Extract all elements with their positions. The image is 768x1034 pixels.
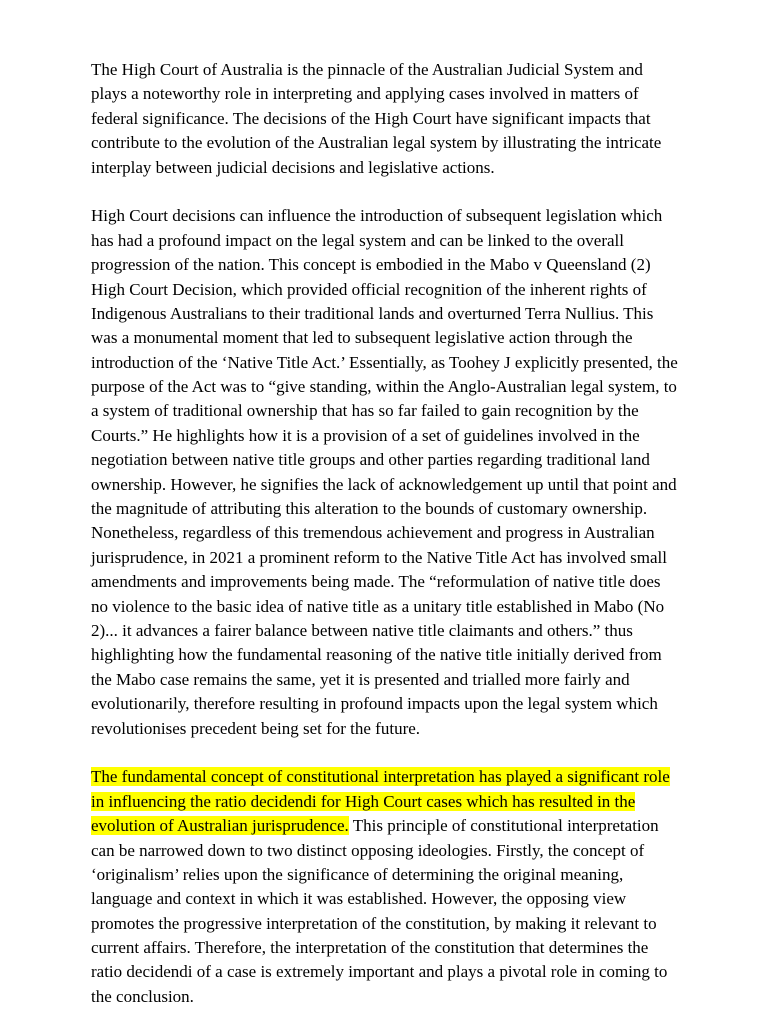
text-line: Indigenous Australians to their traditional lands and overturned Terra Nullius. This bbox=[91, 303, 654, 323]
text-line: ‘originalism’ relies upon the significance of determining the original meaning, bbox=[91, 864, 624, 884]
text-line: contribute to the evolution of the Australian legal system by illustrating the intricate bbox=[91, 133, 662, 153]
text-line: interplay between judicial decisions and legislative actions. bbox=[91, 157, 495, 177]
text-line: the Mabo case remains the same, yet it is presented and trialled more fairly and bbox=[91, 669, 630, 689]
text-line: promotes the progressive interpretation of the constitution, by making it relevant to bbox=[91, 913, 657, 933]
text-line: evolutionarily, therefore resulting in profound impacts upon the legal system which bbox=[91, 694, 658, 714]
text-line: no violence to the basic idea of native title as a unitary title established in Mabo (No bbox=[91, 596, 665, 616]
text-line: purpose of the Act was to “give standing, within the Anglo-Australian legal system, to bbox=[91, 377, 677, 397]
text-line: a system of traditional ownership that has so far failed to gain recognition by the bbox=[91, 401, 639, 421]
text-line bbox=[91, 765, 711, 789]
text-line: revolutionises precedent being set for the future. bbox=[91, 718, 421, 738]
highlighted-text: evolution of Australian jurisprudence. bbox=[91, 816, 349, 836]
paragraph-3 bbox=[91, 765, 711, 1009]
text-line: language and context in which it was established. However, the opposing view bbox=[91, 889, 627, 909]
text-line bbox=[91, 790, 711, 814]
text-line bbox=[91, 814, 711, 838]
paragraph-2 bbox=[91, 204, 711, 741]
highlighted-text: in influencing the ratio decidendi for High Court cases which has resulted in the bbox=[91, 791, 636, 811]
text-line: was a monumental moment that led to subsequent legislative action through the bbox=[91, 328, 633, 348]
text-line: federal significance. The decisions of the High Court have significant impacts that bbox=[91, 108, 651, 128]
text-line: the magnitude of attributing this alteration to the bounds of customary ownership. bbox=[91, 499, 648, 519]
highlighted-text: The fundamental concept of constitutional interpretation has played a significant role bbox=[91, 767, 670, 787]
paragraph-1 bbox=[91, 58, 711, 180]
text-line: plays a noteworthy role in interpreting and applying cases involved in matters of bbox=[91, 84, 639, 104]
text-line: amendments and improvements being made. The “reformulation of native title does bbox=[91, 572, 661, 592]
text-line: 2)... it advances a fairer balance between native title claimants and others.” thus bbox=[91, 620, 633, 640]
text-line: introduction of the ‘Native Title Act.’ Essentially, as Toohey J explicitly presented, the bbox=[91, 352, 678, 372]
text-line: High Court Decision, which provided official recognition of the inherent rights of bbox=[91, 279, 647, 299]
text-line: progression of the nation. This concept is embodied in the Mabo v Queensland (2) bbox=[91, 255, 651, 275]
text-line: current affairs. Therefore, the interpretation of the constitution that determines the bbox=[91, 938, 649, 958]
text-line: highlighting how the fundamental reasoning of the native title initially derived from bbox=[91, 645, 662, 665]
text-line: The High Court of Australia is the pinnacle of the Australian Judicial System and bbox=[91, 60, 643, 79]
text-line: ownership. However, he signifies the lack of acknowledgement up until that point and bbox=[91, 474, 677, 494]
text-line: negotiation between native title groups and other parties regarding traditional land bbox=[91, 450, 650, 470]
text-line: Nonetheless, regardless of this tremendous achievement and progress in Australian bbox=[91, 523, 655, 543]
document-page bbox=[91, 58, 711, 1034]
text-line: jurisprudence, in 2021 a prominent reform to the Native Title Act has involved small bbox=[91, 547, 668, 567]
text-line: Courts.” He highlights how it is a provision of a set of guidelines involved in the bbox=[91, 425, 640, 445]
text-line: the conclusion. bbox=[91, 986, 194, 1006]
text-run: This principle of constitutional interpretation bbox=[348, 816, 659, 836]
text-line: High Court decisions can influence the introduction of subsequent legislation which bbox=[91, 206, 663, 226]
text-line: can be narrowed down to two distinct opposing ideologies. Firstly, the concept of bbox=[91, 840, 645, 860]
text-line: has had a profound impact on the legal system and can be linked to the overall bbox=[91, 230, 624, 250]
text-line: ratio decidendi of a case is extremely important and plays a pivotal role in coming to bbox=[91, 962, 668, 982]
